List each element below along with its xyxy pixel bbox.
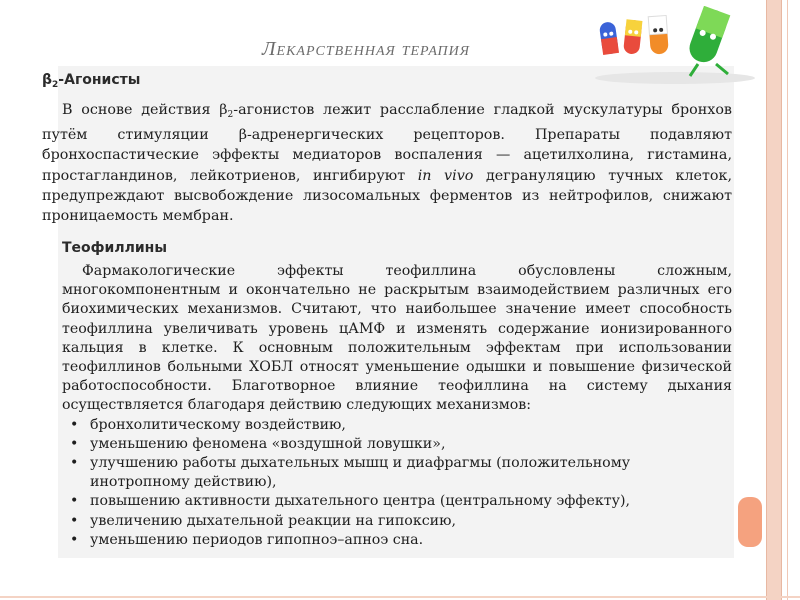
heading-text: -Агонисты	[58, 72, 141, 88]
list-item: • уменьшению периодов гипопноэ–апноэ сна.	[82, 531, 732, 550]
paragraph-italic: in vivo	[417, 167, 474, 184]
accent-tab	[738, 497, 762, 547]
section-theophyllines	[62, 240, 732, 550]
heading-subscript: 2	[52, 80, 59, 90]
section-heading: Теофиллины	[62, 240, 168, 256]
heading-beta: β	[42, 72, 53, 88]
list-item: • увеличению дыхательной реакции на гипоксию,	[82, 512, 732, 531]
slide-border-bottom	[0, 596, 800, 598]
paragraph-part: дегрануляцию тучных клеток, предупреждают высвобождение лизосомальных ферментов из нейтрофилов, снижают проницаемость мембран.	[42, 167, 732, 225]
list-item: • бронхолитическому воздействию,	[82, 416, 732, 435]
list-item: • уменьшению феномена «воздушной ловушки»,	[82, 435, 732, 454]
section-heading	[42, 72, 732, 90]
list-item: • повышению активности дыхательного центра (центральному эффекту),	[82, 492, 732, 511]
paragraph-part: В основе действия β	[62, 102, 228, 118]
paragraph-part: -агонистов лежит расслабление гладкой мускулатуры бронхов путём стимуляции β-адренергических рецепторов. Препараты подавляют бронхоспастические эффекты медиаторов воспаления — ацетилхолина, гистамина, простагландинов, лейкотриенов, ингибируют	[42, 102, 732, 184]
slide-title: Лекарственная терапия	[262, 38, 470, 60]
slide-border-line	[787, 0, 788, 600]
mechanism-list	[62, 416, 732, 550]
paragraph-subscript: 2	[227, 110, 234, 120]
section-paragraph: Фармакологические эффекты теофиллина обусловлены сложным, многокомпонентным и окончательно не раскрытым взаимодействием различных его биохимических механизмов. Считают, что наибольшее значение имеет способность теофиллина увеличивать уровень цАМФ и изменять содержание ионизированного кальция в клетке. К основным положительным эффектам при использовании теофиллинов больными ХОБЛ относят уменьшение одышки и повышение физической работоспособности. Благотворное влияние теофиллина на систему дыхания осуществляется благодаря действию следующих механизмов:	[62, 263, 732, 414]
section-beta2-agonists	[42, 72, 732, 226]
list-item: • улучшению работы дыхательных мышц и диафрагмы (положительному инотропному действию),	[82, 454, 732, 492]
slide-border-right	[766, 0, 782, 600]
section-paragraph	[42, 100, 732, 226]
